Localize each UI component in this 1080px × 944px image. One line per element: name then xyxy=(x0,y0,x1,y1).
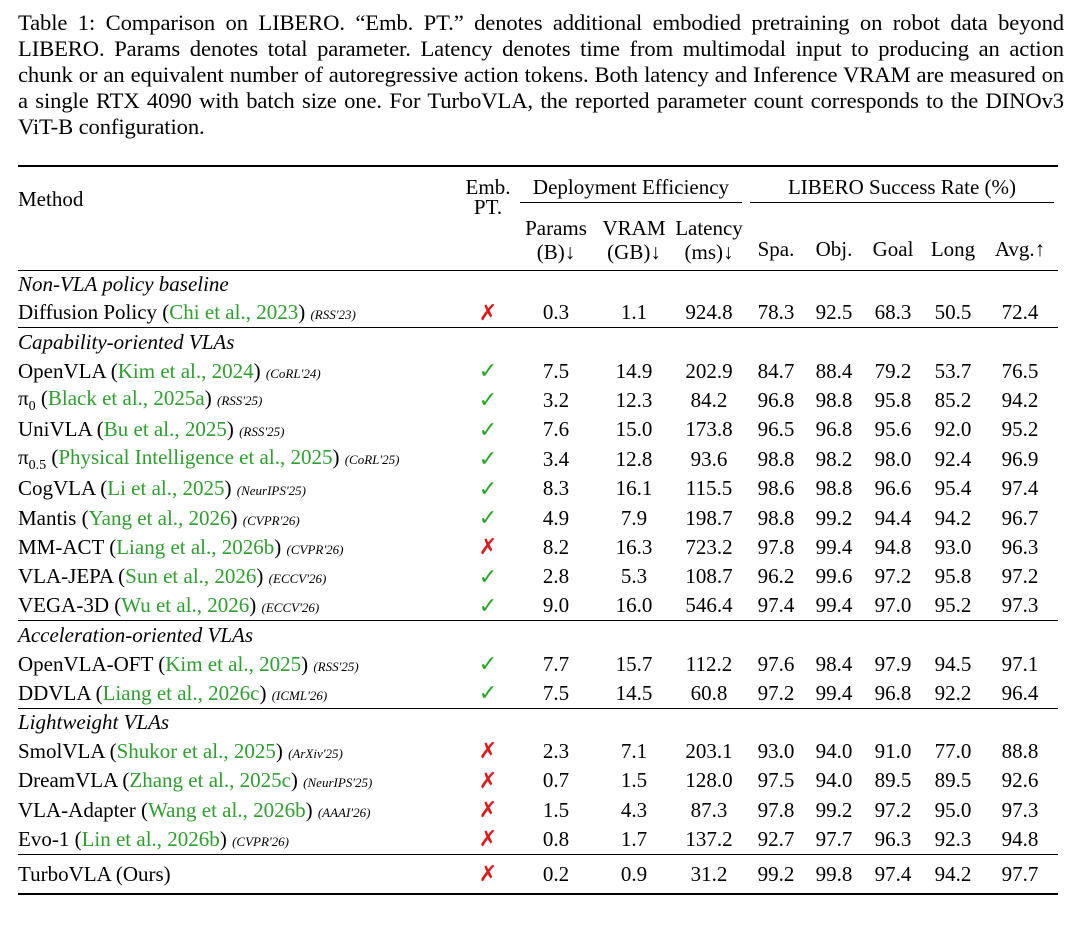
obj-cell: 99.2 xyxy=(815,505,853,530)
venue-tag: (RSS'25) xyxy=(216,392,263,408)
goal-cell: 96.3 xyxy=(874,826,912,851)
venue-tag: (RSS'23) xyxy=(310,307,356,323)
obj-cell: 88.4 xyxy=(815,358,853,383)
latency-cell: 173.8 xyxy=(685,417,733,442)
results-table xyxy=(18,165,1058,895)
group-header-row xyxy=(18,621,1058,650)
citation-link[interactable]: Chi et al., 2023 xyxy=(169,300,299,325)
long-cell: 85.2 xyxy=(934,387,972,412)
long-cell: 95.8 xyxy=(934,564,972,589)
method-name: UniVLA xyxy=(18,417,92,442)
ours-spa: 99.2 xyxy=(757,861,795,886)
avg-cell: 76.5 xyxy=(1001,358,1039,383)
long-cell: 53.7 xyxy=(934,358,972,383)
header-goal: Goal xyxy=(872,236,914,261)
goal-cell: 79.2 xyxy=(874,358,912,383)
citation-link[interactable]: Wu et al., 2026 xyxy=(121,593,250,618)
method-name: DDVLA xyxy=(18,680,91,705)
method-name: VEGA-3D xyxy=(18,593,109,618)
obj-cell: 92.5 xyxy=(815,300,853,325)
obj-cell: 96.8 xyxy=(815,417,853,442)
ours-vram: 0.9 xyxy=(620,861,648,886)
long-cell: 92.4 xyxy=(934,446,972,471)
obj-cell: 94.0 xyxy=(815,738,853,763)
obj-cell: 99.2 xyxy=(815,797,853,822)
method-name: Evo-1 xyxy=(18,826,70,851)
params-cell: 1.5 xyxy=(542,797,570,822)
vram-cell: 1.1 xyxy=(620,300,648,325)
avg-cell: 95.2 xyxy=(1001,417,1039,442)
citation-link[interactable]: Liang et al., 2026c xyxy=(102,680,260,705)
vram-cell: 5.3 xyxy=(620,564,648,589)
group-lightweight xyxy=(18,708,1058,854)
params-cell: 9.0 xyxy=(542,593,570,618)
params-cell: 0.7 xyxy=(542,768,570,793)
group-title: Lightweight VLAs xyxy=(18,710,170,735)
header-spa: Spa. xyxy=(757,236,795,261)
spa-cell: 96.8 xyxy=(757,387,795,412)
goal-cell: 95.6 xyxy=(874,417,912,442)
ours-emb-pt: ✗ xyxy=(478,861,498,886)
obj-cell: 94.0 xyxy=(815,768,853,793)
header-deployment-efficiency xyxy=(516,166,746,206)
obj-cell: 98.8 xyxy=(815,476,853,501)
latency-cell: 202.9 xyxy=(685,358,733,383)
citation-link[interactable]: Sun et al., 2026 xyxy=(125,564,257,589)
long-cell: 95.4 xyxy=(934,476,972,501)
table-row xyxy=(18,649,1058,678)
method-name: DreamVLA xyxy=(18,768,118,793)
group-capability xyxy=(18,328,1058,621)
citation-link[interactable]: Li et al., 2025 xyxy=(107,476,225,501)
vram-cell: 15.7 xyxy=(615,651,653,676)
citation-link[interactable]: Kim et al., 2025 xyxy=(165,651,302,676)
avg-cell: 96.3 xyxy=(1001,534,1039,559)
table-caption: Table 1: Comparison on LIBERO. “Emb. PT.” denotes additional embodied pretraining on robot data beyond LIBERO. Params denotes total parameter. Latency denotes time from multimodal input to producing an action chunk or an equivalent number of autoregressive action tokens. Both latency and Inference VRAM are measured on a single RTX 4090 with batch size one. For TurboVLA, the reported parameter count corresponds to the DINOv3 ViT-B configuration. xyxy=(18,10,1064,139)
cross-icon: ✗ xyxy=(478,738,498,764)
method-cell: $\pi_0$ (Black et al., 2025a) (RSS'25) xyxy=(18,385,263,415)
method-cell: MM-ACT (Liang et al., 2026b) (CVPR'26) xyxy=(18,534,344,559)
params-cell: 7.5 xyxy=(542,680,570,705)
header-params-line2: (B)↓ xyxy=(536,239,576,264)
vram-cell: 15.0 xyxy=(615,417,653,442)
group-header-row xyxy=(18,708,1058,737)
venue-tag: (CVPR'26) xyxy=(286,541,344,557)
method-name: π xyxy=(18,385,29,410)
latency-cell: 60.8 xyxy=(690,680,728,705)
cross-icon: ✗ xyxy=(478,797,498,823)
latency-cell: 84.2 xyxy=(690,387,728,412)
vram-cell: 14.5 xyxy=(615,680,653,705)
group-header-row xyxy=(18,328,1058,357)
header-libero-label: LIBERO Success Rate (%) xyxy=(750,175,1054,203)
goal-cell: 89.5 xyxy=(874,768,912,793)
goal-cell: 97.2 xyxy=(874,797,912,822)
ours-obj: 99.8 xyxy=(815,861,853,886)
checkmark-icon: ✓ xyxy=(478,358,498,384)
latency-cell: 128.0 xyxy=(685,768,733,793)
avg-cell: 94.8 xyxy=(1001,826,1039,851)
spa-cell: 98.6 xyxy=(757,476,795,501)
method-name: VLA-JEPA xyxy=(18,564,113,589)
goal-cell: 97.2 xyxy=(874,564,912,589)
venue-tag: (CoRL'25) xyxy=(344,451,400,467)
header-params xyxy=(516,206,596,270)
vram-cell: 14.9 xyxy=(615,358,653,383)
table-row xyxy=(18,533,1058,562)
spa-cell: 78.3 xyxy=(757,300,795,325)
table-header xyxy=(18,166,1058,270)
venue-tag: (CoRL'24) xyxy=(265,365,321,381)
params-cell: 3.4 xyxy=(542,446,570,471)
group-ours xyxy=(18,854,1058,894)
table-row xyxy=(18,356,1058,385)
obj-cell: 99.4 xyxy=(815,680,853,705)
method-cell: VLA-Adapter (Wang et al., 2026b) (AAAI'26) xyxy=(18,797,371,822)
method-cell: VLA-JEPA (Sun et al., 2026) (ECCV'26) xyxy=(18,564,327,589)
method-cell: OpenVLA (Kim et al., 2024) (CoRL'24) xyxy=(18,358,321,383)
latency-cell: 203.1 xyxy=(685,738,733,763)
method-subscript: 0.5 xyxy=(28,457,47,473)
venue-tag: (NeurIPS'25) xyxy=(236,483,306,499)
vram-cell: 16.0 xyxy=(615,593,653,618)
vram-cell: 4.3 xyxy=(620,797,648,822)
avg-cell: 97.1 xyxy=(1001,651,1039,676)
citation-link[interactable]: Black et al., 2025a xyxy=(47,385,205,410)
citation-link[interactable]: Shukor et al., 2025 xyxy=(116,738,276,763)
citation-link[interactable]: Zhang et al., 2025c xyxy=(129,768,291,793)
group-non-vla xyxy=(18,270,1058,328)
venue-tag: (RSS'25) xyxy=(239,424,285,440)
checkmark-icon: ✓ xyxy=(478,680,498,706)
long-cell: 94.2 xyxy=(934,505,972,530)
citation-link[interactable]: Bu et al., 2025 xyxy=(103,417,227,442)
spa-cell: 98.8 xyxy=(757,446,795,471)
citation-link[interactable]: Wang et al., 2026b xyxy=(148,797,306,822)
obj-cell: 97.7 xyxy=(815,826,853,851)
checkmark-icon: ✓ xyxy=(478,505,498,531)
spa-cell: 92.7 xyxy=(757,826,795,851)
table-row-ours xyxy=(18,854,1058,894)
citation-link[interactable]: Yang et al., 2026 xyxy=(88,505,231,530)
cross-icon: ✗ xyxy=(478,534,498,560)
params-cell: 3.2 xyxy=(542,387,570,412)
params-cell: 7.7 xyxy=(542,651,570,676)
goal-cell: 96.8 xyxy=(874,680,912,705)
long-cell: 95.0 xyxy=(934,797,972,822)
table-row xyxy=(18,503,1058,532)
cross-icon: ✗ xyxy=(478,767,498,793)
cross-icon: ✗ xyxy=(478,299,498,325)
spa-cell: 93.0 xyxy=(757,738,795,763)
method-name: VLA-Adapter xyxy=(18,797,136,822)
obj-cell: 98.2 xyxy=(815,446,853,471)
avg-cell: 97.3 xyxy=(1001,593,1039,618)
method-cell: SmolVLA (Shukor et al., 2025) (ArXiv'25) xyxy=(18,738,343,763)
method-subscript: 0 xyxy=(28,399,36,415)
header-avg: Avg.↑ xyxy=(994,236,1046,261)
method-name: Diffusion Policy xyxy=(18,300,158,325)
latency-cell: 723.2 xyxy=(685,534,733,559)
header-vram xyxy=(596,206,672,270)
avg-cell: 97.4 xyxy=(1001,476,1039,501)
avg-cell: 96.4 xyxy=(1001,680,1039,705)
long-cell: 95.2 xyxy=(934,593,972,618)
checkmark-icon: ✓ xyxy=(478,475,498,501)
venue-tag: (RSS'25) xyxy=(313,658,359,674)
method-cell: UniVLA (Bu et al., 2025) (RSS'25) xyxy=(18,417,285,442)
params-cell: 8.3 xyxy=(542,476,570,501)
long-cell: 77.0 xyxy=(934,738,972,763)
venue-tag: (AAAI'26) xyxy=(317,804,371,820)
latency-cell: 112.2 xyxy=(685,651,733,676)
spa-cell: 97.5 xyxy=(757,768,795,793)
header-method: Method xyxy=(18,187,84,211)
method-cell: DDVLA (Liang et al., 2026c) (ICML'26) xyxy=(18,680,328,705)
params-cell: 0.3 xyxy=(542,300,570,325)
obj-cell: 98.4 xyxy=(815,651,853,676)
header-latency-line1: Latency xyxy=(675,215,743,240)
spa-cell: 84.7 xyxy=(757,358,795,383)
cross-icon: ✗ xyxy=(478,826,498,852)
goal-cell: 97.0 xyxy=(874,593,912,618)
params-cell: 2.8 xyxy=(542,564,570,589)
spa-cell: 97.8 xyxy=(757,797,795,822)
group-title: Non-VLA policy baseline xyxy=(18,272,229,296)
goal-cell: 98.0 xyxy=(874,446,912,471)
latency-cell: 137.2 xyxy=(685,826,733,851)
long-cell: 92.3 xyxy=(934,826,972,851)
ours-params: 0.2 xyxy=(542,861,570,886)
long-cell: 94.5 xyxy=(934,651,972,676)
goal-cell: 97.9 xyxy=(874,651,912,676)
latency-cell: 198.7 xyxy=(685,505,733,530)
table-row xyxy=(18,562,1058,591)
avg-cell: 94.2 xyxy=(1001,387,1039,412)
method-name: CogVLA xyxy=(18,476,96,501)
venue-tag: (ECCV'26) xyxy=(268,571,327,587)
long-cell: 92.0 xyxy=(934,417,972,442)
vram-cell: 7.9 xyxy=(620,505,648,530)
vram-cell: 12.3 xyxy=(615,387,653,412)
ours-method: TurboVLA (Ours) xyxy=(18,861,171,886)
latency-cell: 87.3 xyxy=(690,797,728,822)
vram-cell: 1.5 xyxy=(620,768,648,793)
params-cell: 0.8 xyxy=(542,826,570,851)
group-title: Capability-oriented VLAs xyxy=(18,329,235,354)
params-cell: 2.3 xyxy=(542,738,570,763)
ours-long: 94.2 xyxy=(934,861,972,886)
params-cell: 4.9 xyxy=(542,505,570,530)
citation-link[interactable]: Kim et al., 2024 xyxy=(117,358,254,383)
method-name: Mantis xyxy=(18,505,77,530)
table-row xyxy=(18,737,1058,766)
table-row xyxy=(18,299,1058,328)
method-name: OpenVLA-OFT xyxy=(18,651,153,676)
vram-cell: 1.7 xyxy=(620,826,648,851)
checkmark-icon: ✓ xyxy=(478,563,498,589)
group-acceleration xyxy=(18,621,1058,708)
citation-link[interactable]: Liang et al., 2026b xyxy=(116,534,275,559)
method-cell: $\pi_{0.5}$ (Physical Intelligence et al., 2025) (CoRL'25) xyxy=(18,444,400,473)
group-title: Acceleration-oriented VLAs xyxy=(18,622,254,647)
ours-goal: 97.4 xyxy=(874,861,912,886)
table-row xyxy=(18,415,1058,444)
venue-tag: (CVPR'26) xyxy=(232,833,289,849)
goal-cell: 91.0 xyxy=(874,738,912,763)
method-cell: OpenVLA-OFT (Kim et al., 2025) (RSS'25) xyxy=(18,651,359,676)
method-cell: Diffusion Policy (Chi et al., 2023) (RSS'23) xyxy=(18,300,356,325)
group-header-row xyxy=(18,270,1058,299)
obj-cell: 99.4 xyxy=(815,534,853,559)
goal-cell: 96.6 xyxy=(874,476,912,501)
long-cell: 89.5 xyxy=(934,768,972,793)
venue-tag: (CVPR'26) xyxy=(242,512,300,528)
params-cell: 7.6 xyxy=(542,417,570,442)
venue-tag: (ECCV'26) xyxy=(261,600,320,616)
header-obj: Obj. xyxy=(815,236,853,261)
avg-cell: 92.6 xyxy=(1001,768,1039,793)
spa-cell: 98.8 xyxy=(757,505,795,530)
params-cell: 8.2 xyxy=(542,534,570,559)
header-latency-line2: (ms)↓ xyxy=(684,239,734,264)
method-name: OpenVLA xyxy=(18,358,106,383)
params-cell: 7.5 xyxy=(542,358,570,383)
table-row xyxy=(18,474,1058,503)
method-name: MM-ACT xyxy=(18,534,104,559)
ours-avg: 97.7 xyxy=(1001,861,1039,886)
avg-cell: 96.7 xyxy=(1001,505,1039,530)
obj-cell: 98.8 xyxy=(815,387,853,412)
goal-cell: 94.8 xyxy=(874,534,912,559)
method-cell: Mantis (Yang et al., 2026) (CVPR'26) xyxy=(18,505,300,530)
table-row xyxy=(18,825,1058,854)
avg-cell: 97.2 xyxy=(1001,564,1039,589)
avg-cell: 72.4 xyxy=(1001,300,1039,325)
checkmark-icon: ✓ xyxy=(478,446,498,472)
latency-cell: 108.7 xyxy=(685,564,733,589)
long-cell: 93.0 xyxy=(934,534,972,559)
spa-cell: 96.2 xyxy=(757,564,795,589)
long-cell: 92.2 xyxy=(934,680,972,705)
header-vram-line1: VRAM xyxy=(602,215,666,240)
vram-cell: 7.1 xyxy=(620,738,648,763)
avg-cell: 88.8 xyxy=(1001,738,1039,763)
method-cell: Evo-1 (Lin et al., 2026b) (CVPR'26) xyxy=(18,826,289,851)
obj-cell: 99.6 xyxy=(815,564,853,589)
latency-cell: 93.6 xyxy=(690,446,728,471)
header-vram-line2: (GB)↓ xyxy=(607,239,661,264)
header-emb-pt-line1: Emb. xyxy=(465,175,511,199)
ours-latency: 31.2 xyxy=(690,861,728,886)
checkmark-icon: ✓ xyxy=(478,387,498,413)
spa-cell: 96.5 xyxy=(757,417,795,442)
goal-cell: 94.4 xyxy=(874,505,912,530)
citation-link[interactable]: Physical Intelligence et al., 2025 xyxy=(58,444,333,469)
long-cell: 50.5 xyxy=(934,300,972,325)
spa-cell: 97.8 xyxy=(757,534,795,559)
method-cell: CogVLA (Li et al., 2025) (NeurIPS'25) xyxy=(18,476,306,501)
table-row xyxy=(18,592,1058,621)
checkmark-icon: ✓ xyxy=(478,416,498,442)
latency-cell: 115.5 xyxy=(685,476,733,501)
header-latency xyxy=(672,206,746,270)
table-row xyxy=(18,445,1058,474)
table-row xyxy=(18,766,1058,795)
header-emb-pt xyxy=(460,166,516,270)
spa-cell: 97.2 xyxy=(757,680,795,705)
spa-cell: 97.4 xyxy=(757,593,795,618)
vram-cell: 12.8 xyxy=(615,446,653,471)
vram-cell: 16.1 xyxy=(615,476,653,501)
header-params-line1: Params xyxy=(525,215,587,240)
table-row xyxy=(18,679,1058,708)
latency-cell: 546.4 xyxy=(685,593,733,618)
header-deployment-label: Deployment Efficiency xyxy=(520,175,742,203)
latency-cell: 924.8 xyxy=(685,300,733,325)
method-name: π xyxy=(18,444,29,469)
vram-cell: 16.3 xyxy=(615,534,653,559)
method-name: SmolVLA xyxy=(18,738,105,763)
table-row xyxy=(18,795,1058,824)
goal-cell: 95.8 xyxy=(874,387,912,412)
method-cell: VEGA-3D (Wu et al., 2026) (ECCV'26) xyxy=(18,593,320,618)
checkmark-icon: ✓ xyxy=(478,592,498,618)
checkmark-icon: ✓ xyxy=(478,651,498,677)
header-emb-pt-line2: PT. xyxy=(473,195,503,219)
goal-cell: 68.3 xyxy=(874,300,912,325)
table-row xyxy=(18,386,1058,415)
venue-tag: (ArXiv'25) xyxy=(288,745,343,761)
avg-cell: 97.3 xyxy=(1001,797,1039,822)
header-long: Long xyxy=(930,236,976,261)
venue-tag: (ICML'26) xyxy=(271,687,328,703)
obj-cell: 99.4 xyxy=(815,593,853,618)
header-libero-success xyxy=(746,166,1058,206)
avg-cell: 96.9 xyxy=(1001,446,1039,471)
method-cell: DreamVLA (Zhang et al., 2025c) (NeurIPS'25) xyxy=(18,768,373,793)
spa-cell: 97.6 xyxy=(757,651,795,676)
citation-link[interactable]: Lin et al., 2026b xyxy=(81,826,220,851)
venue-tag: (NeurIPS'25) xyxy=(303,775,373,791)
